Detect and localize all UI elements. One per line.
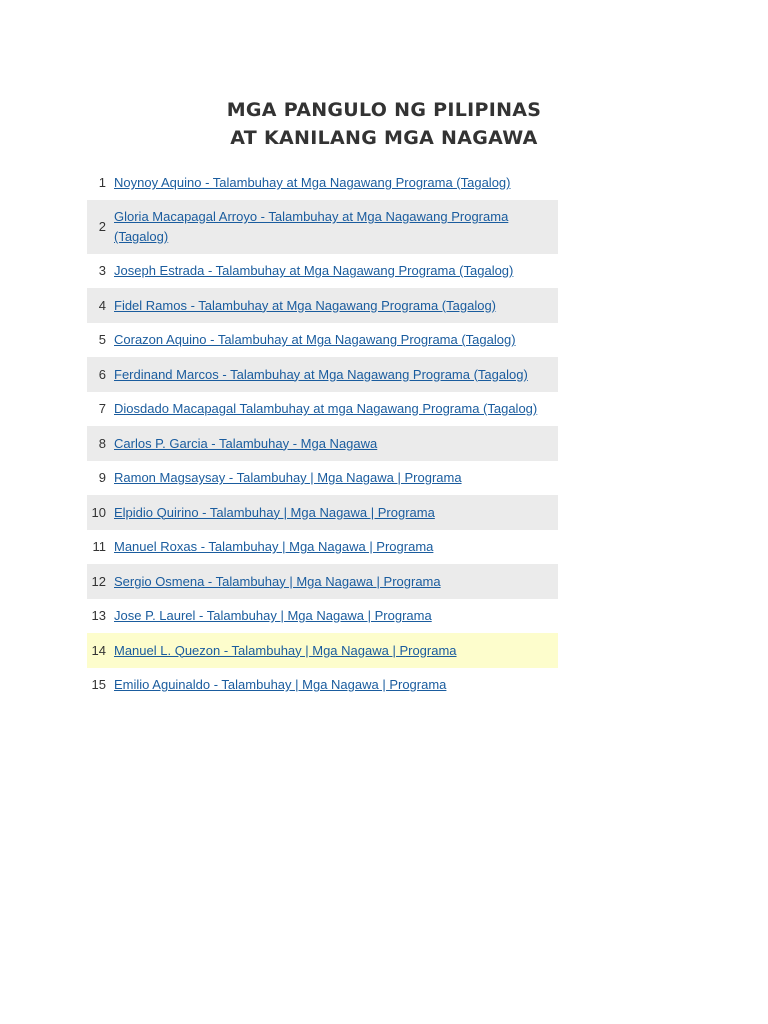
list-item	[87, 599, 558, 633]
president-link[interactable]: Diosdado Macapagal Talambuhay at mga Nagawang Programa (Tagalog)	[114, 401, 538, 416]
list-item	[87, 200, 558, 254]
president-link[interactable]: Carlos P. Garcia - Talambuhay - Mga Nagawa	[114, 435, 378, 451]
list-item	[87, 254, 558, 288]
list-item	[87, 530, 558, 564]
title-line-1: MGA PANGULO NG PILIPINAS	[226, 99, 542, 121]
list-item	[87, 461, 558, 495]
page-title	[0, 96, 768, 152]
item-number: 4	[98, 297, 106, 313]
item-number: 15	[91, 677, 106, 692]
president-link[interactable]: Elpidio Quirino - Talambuhay | Mga Nagawa | Programa	[114, 504, 435, 520]
item-number: 13	[91, 608, 106, 623]
president-link[interactable]: Jose P. Laurel - Talambuhay | Mga Nagawa | Programa	[114, 608, 432, 623]
president-link[interactable]: Emilio Aguinaldo - Talambuhay | Mga Nagawa | Programa	[114, 677, 447, 692]
item-number: 11	[92, 539, 106, 554]
list-item	[87, 357, 558, 392]
president-link[interactable]: Fidel Ramos - Talambuhay at Mga Nagawang Programa (Tagalog)	[114, 297, 497, 313]
item-number: 12	[91, 573, 106, 589]
list-item	[87, 323, 558, 357]
title-line-2: AT KANILANG MGA NAGAWA	[230, 127, 538, 149]
list-item	[87, 166, 558, 200]
list-item	[87, 288, 558, 323]
president-link[interactable]: Noynoy Aquino - Talambuhay at Mga Nagawang Programa (Tagalog)	[114, 175, 511, 190]
list-item	[87, 564, 558, 599]
list-item-highlighted	[87, 633, 558, 668]
president-link[interactable]: Ramon Magsaysay - Talambuhay | Mga Nagawa | Programa	[114, 470, 462, 485]
item-number: 9	[98, 470, 106, 485]
list-item	[87, 392, 558, 426]
list-item	[87, 668, 558, 702]
item-number: 7	[98, 401, 106, 416]
president-link[interactable]: Ferdinand Marcos - Talambuhay at Mga Nagawang Programa (Tagalog)	[114, 366, 528, 382]
president-link[interactable]: Gloria Macapagal Arroyo - Talambuhay at Mga Nagawang Programa (Tagalog)	[114, 209, 509, 244]
item-number: 5	[98, 332, 106, 347]
item-number: 10	[91, 504, 106, 520]
president-link[interactable]: Joseph Estrada - Talambuhay at Mga Nagawang Programa (Tagalog)	[114, 263, 514, 278]
item-number: 8	[98, 435, 106, 451]
president-list	[87, 166, 558, 702]
president-link[interactable]: Sergio Osmena - Talambuhay | Mga Nagawa | Programa	[114, 573, 441, 589]
item-number: 14	[91, 642, 106, 658]
item-number: 3	[98, 263, 106, 278]
president-link[interactable]: Manuel Roxas - Talambuhay | Mga Nagawa | Programa	[114, 539, 434, 554]
president-link[interactable]: Manuel L. Quezon - Talambuhay | Mga Nagawa | Programa	[114, 642, 457, 658]
list-item	[87, 495, 558, 530]
item-number: 2	[98, 219, 106, 234]
item-number: 1	[98, 175, 106, 190]
president-link[interactable]: Corazon Aquino - Talambuhay at Mga Nagawang Programa (Tagalog)	[114, 332, 516, 347]
list-item	[87, 426, 558, 461]
item-number: 6	[98, 366, 106, 382]
